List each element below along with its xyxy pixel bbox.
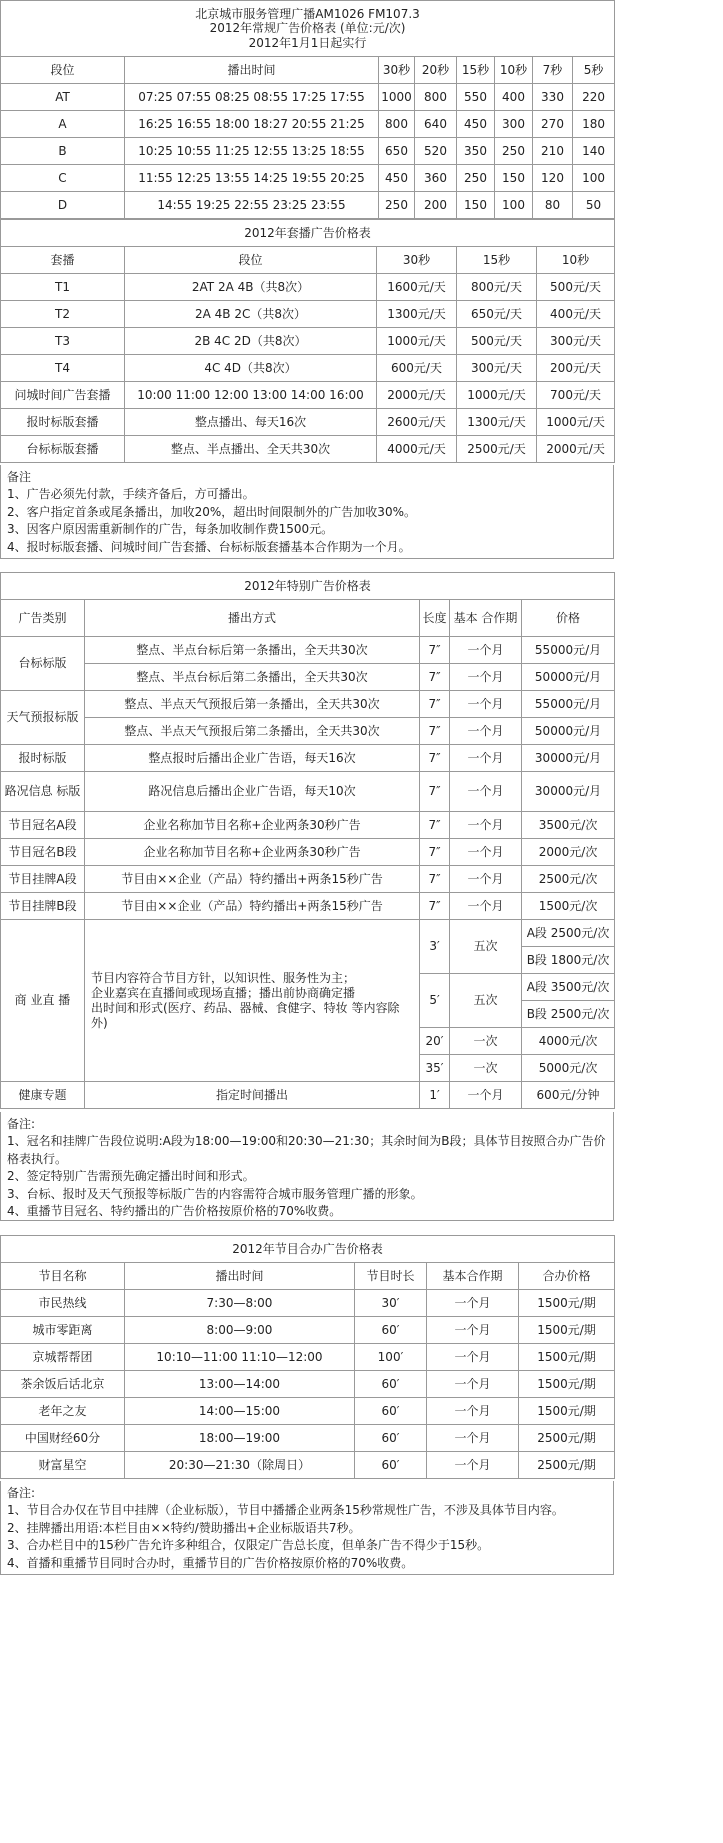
length-cell: 20′ [420,1028,450,1055]
table-cell: 财富星空 [1,1452,125,1479]
table-cell: 2600元/天 [377,409,457,436]
col-header: 节目名称 [1,1263,125,1290]
period-cell: 一个月 [450,839,522,866]
program-price-table [0,1235,615,1479]
col-header: 套播 [1,247,125,274]
package-rows [1,274,615,463]
table-cell: 13:00—14:00 [125,1371,355,1398]
category-cell: 节目冠名A段 [1,812,85,839]
table-cell: 640 [415,111,457,138]
col-header: 30秒 [377,247,457,274]
table-cell: 1000元/天 [377,328,457,355]
table-row [1,1290,615,1317]
col-header: 基本 合作期 [450,600,522,637]
table-row [1,745,615,772]
table-row [1,301,615,328]
table-row [1,839,615,866]
table-cell: 10:25 10:55 11:25 12:55 13:25 18:55 [125,138,379,165]
table-cell: C [1,165,125,192]
col-header: 20秒 [415,57,457,84]
table-cell: 250 [457,165,495,192]
table-row [1,718,615,745]
col-header: 30秒 [379,57,415,84]
table-cell: 200元/天 [537,355,615,382]
method-line: 企业嘉宾在直播间或现场直播；播出前协商确定播 [91,985,356,1000]
table-row [1,1344,615,1371]
length-cell: 7″ [420,866,450,893]
table-cell: 50 [573,192,615,219]
table-row [1,893,615,920]
special-notes [0,1112,614,1221]
table-row [1,772,615,812]
table-cell: 60′ [355,1371,427,1398]
col-header: 10秒 [495,57,533,84]
table-cell: 270 [533,111,573,138]
table-cell: 1000元/天 [537,409,615,436]
table-cell: 4C 4D（共8次） [125,355,377,382]
table-cell: 老年之友 [1,1398,125,1425]
length-cell: 7″ [420,812,450,839]
table-cell: 300元/天 [457,355,537,382]
special-title: 2012年特别广告价格表 [1,573,615,600]
table-cell: 60′ [355,1317,427,1344]
category-cell: 节目挂牌A段 [1,866,85,893]
table-cell: 800元/天 [457,274,537,301]
table-cell: 500元/天 [457,328,537,355]
table-cell: 10:10—11:00 11:10—12:00 [125,1344,355,1371]
length-cell: 7″ [420,839,450,866]
table-cell: 1500元/期 [519,1398,615,1425]
table-cell: 450 [379,165,415,192]
price-cell: A段 3500元/次 [522,974,615,1001]
table-cell: 1500元/期 [519,1344,615,1371]
category-cell: 节目挂牌B段 [1,893,85,920]
method-line: 出时间和形式(医疗、药品、器械、食健字、特妆 等内容除 [91,1000,400,1015]
table-cell: 30′ [355,1290,427,1317]
price-cell: 3500元/次 [522,812,615,839]
period-cell: 一个月 [450,718,522,745]
table-cell: 330 [533,84,573,111]
note-line: 2、签定特别广告需预先确定播出时间和形式。 [7,1169,255,1184]
table-cell: 150 [457,192,495,219]
table-cell: 07:25 07:55 08:25 08:55 17:25 17:55 [125,84,379,111]
table-cell: 1300元/天 [377,301,457,328]
table-cell: 800 [379,111,415,138]
method-cell: 整点、半点天气预报后第二条播出，全天共30次 [85,718,420,745]
method-cell: 整点、半点天气预报后第一条播出，全天共30次 [85,691,420,718]
table-cell: D [1,192,125,219]
table-cell: 16:25 16:55 18:00 18:27 20:55 21:25 [125,111,379,138]
category-cell: 报时标版 [1,745,85,772]
table-row [1,866,615,893]
price-cell: 4000元/次 [522,1028,615,1055]
table-row [1,111,615,138]
table-cell: 200 [415,192,457,219]
price-cell: 50000元/月 [522,664,615,691]
table-cell: 300 [495,111,533,138]
length-cell: 7″ [420,718,450,745]
price-cell: 50000元/月 [522,718,615,745]
table-row [1,1398,615,1425]
note-line: 3、台标、报时及天气预报等标版广告的内容需符合城市服务管理广播的形象。 [7,1186,423,1201]
method-line: 节目内容符合节目方针，以知识性、服务性为主； [91,970,356,985]
table-cell: 700元/天 [537,382,615,409]
table-row [1,84,615,111]
table-cell: 100 [573,165,615,192]
period-cell: 一个月 [450,1082,522,1109]
col-header: 播出时间 [125,57,379,84]
table-cell: T3 [1,328,125,355]
table-cell: 10:00 11:00 12:00 13:00 14:00 16:00 [125,382,377,409]
table-row [1,274,615,301]
table-cell: 一个月 [427,1344,519,1371]
col-header: 节目时长 [355,1263,427,1290]
category-cell: 节目冠名B段 [1,839,85,866]
period-cell: 一个月 [450,664,522,691]
price-cell: 2000元/次 [522,839,615,866]
table-cell: 300元/天 [537,328,615,355]
col-header: 播出方式 [85,600,420,637]
table-cell: 一个月 [427,1398,519,1425]
table-cell: 一个月 [427,1425,519,1452]
length-cell: 7″ [420,893,450,920]
table-cell: T2 [1,301,125,328]
table-row [1,382,615,409]
note-line: 1、广告必须先付款，手续齐备后，方可播出。 [7,487,255,502]
col-header: 段位 [125,247,377,274]
table-cell: 中国财经60分 [1,1425,125,1452]
col-header: 播出时间 [125,1263,355,1290]
program-title: 2012年节目合办广告价格表 [1,1236,615,1263]
regular-rows [1,84,615,219]
table-cell: 2500元/期 [519,1425,615,1452]
price-cell: 55000元/月 [522,637,615,664]
note-line: 备注 [7,470,32,484]
table-row [1,1425,615,1452]
table-cell: 1600元/天 [377,274,457,301]
table-cell: 550 [457,84,495,111]
table-cell: 100 [495,192,533,219]
table-cell: 1500元/期 [519,1290,615,1317]
period-cell: 五次 [450,920,522,974]
table-cell: 20:30—21:30（除周日） [125,1452,355,1479]
table-cell: 2AT 2A 4B（共8次） [125,274,377,301]
col-header: 5秒 [573,57,615,84]
table-row [1,920,615,947]
table-cell: 120 [533,165,573,192]
table-cell: 1000元/天 [457,382,537,409]
col-header: 15秒 [457,247,537,274]
table-cell: 整点、半点播出、全天共30次 [125,436,377,463]
table-row [1,637,615,664]
col-header: 广告类别 [1,600,85,637]
table-cell: 一个月 [427,1371,519,1398]
note-line: 备注: [7,1117,36,1131]
table-cell: B [1,138,125,165]
table-cell: 2B 4C 2D（共8次） [125,328,377,355]
table-cell: 80 [533,192,573,219]
period-cell: 一个月 [450,812,522,839]
category-cell: 商 业直 播 [1,920,85,1082]
method-cell: 节目由××企业（产品）特约播出+两条15秒广告 [85,866,420,893]
table-cell: 报时标版套播 [1,409,125,436]
note-line: 1、冠名和挂牌广告段位说明:A段为18:00—19:00和20:30—21:30；其余时间为B段；具体节目按照合办广告价 [7,1134,606,1149]
package-title: 2012年套播广告价格表 [1,220,615,247]
price-cell: B段 1800元/次 [522,947,615,974]
table-cell: 1500元/期 [519,1317,615,1344]
period-cell: 一个月 [450,893,522,920]
special-price-table [0,572,615,1109]
price-cell: B段 2500元/次 [522,1001,615,1028]
table-row [1,664,615,691]
table-cell: 180 [573,111,615,138]
table-cell: 18:00—19:00 [125,1425,355,1452]
table-cell: 60′ [355,1425,427,1452]
table-cell: T1 [1,274,125,301]
price-cell: A段 2500元/次 [522,920,615,947]
price-cell: 55000元/月 [522,691,615,718]
table-row [1,328,615,355]
length-cell: 7″ [420,691,450,718]
category-cell: 台标标版 [1,637,85,691]
note-line: 3、合办栏目中的15秒广告允许多种组合，仅限定广告总长度，但单条广告不得少于15秒。 [7,1538,490,1553]
length-cell: 35′ [420,1055,450,1082]
table-row [1,812,615,839]
table-cell: 一个月 [427,1290,519,1317]
table-row [1,138,615,165]
special-header-row [1,600,615,637]
table-cell: 60′ [355,1452,427,1479]
table-cell: 2A 4B 2C（共8次） [125,301,377,328]
col-header: 价格 [522,600,615,637]
program-header-row [1,1263,615,1290]
table-cell: 问城时间广告套播 [1,382,125,409]
price-cell: 600元/分钟 [522,1082,615,1109]
note-line: 3、因客户原因需重新制作的广告，每条加收制作费1500元。 [7,522,334,537]
table-row [1,165,615,192]
table-cell: 400 [495,84,533,111]
method-cell: 节目由××企业（产品）特约播出+两条15秒广告 [85,893,420,920]
table-row [1,355,615,382]
method-cell: 企业名称加节目名称+企业两条30秒广告 [85,812,420,839]
period-cell: 一个月 [450,772,522,812]
table-cell: 250 [495,138,533,165]
length-cell: 7″ [420,772,450,812]
table-cell: 茶余饭后话北京 [1,1371,125,1398]
table-cell: 11:55 12:25 13:55 14:25 19:55 20:25 [125,165,379,192]
table-cell: 2000元/天 [377,382,457,409]
method-cell: 企业名称加节目名称+企业两条30秒广告 [85,839,420,866]
col-header: 长度 [420,600,450,637]
price-cell: 5000元/次 [522,1055,615,1082]
period-cell: 一次 [450,1055,522,1082]
table-cell: 250 [379,192,415,219]
table-cell: 150 [495,165,533,192]
category-cell: 天气预报标版 [1,691,85,745]
col-header: 10秒 [537,247,615,274]
table-cell: 500元/天 [537,274,615,301]
note-line: 2、挂牌播出用语:本栏目由××特约/赞助播出+企业标版语共7秒。 [7,1520,361,1535]
col-header: 段位 [1,57,125,84]
table-cell: 450 [457,111,495,138]
table-cell: 650 [379,138,415,165]
table-cell: 520 [415,138,457,165]
table-cell: 7:30—8:00 [125,1290,355,1317]
table-cell: 360 [415,165,457,192]
length-cell: 7″ [420,637,450,664]
note-line: 1、节目合办仅在节目中挂牌（企业标版），节目中播播企业两条15秒常规性广告，不涉及具体节目内容。 [7,1503,564,1518]
table-row [1,1371,615,1398]
price-cell: 1500元/次 [522,893,615,920]
col-header: 合办价格 [519,1263,615,1290]
table-cell: 一个月 [427,1317,519,1344]
price-cell: 30000元/月 [522,772,615,812]
regular-header-row [1,57,615,84]
table-cell: 220 [573,84,615,111]
table-cell: 2500元/期 [519,1452,615,1479]
table-cell: 100′ [355,1344,427,1371]
length-cell: 1′ [420,1082,450,1109]
table-cell: 800 [415,84,457,111]
method-cell: 整点报时后播出企业广告语，每天16次 [85,745,420,772]
table-cell: A [1,111,125,138]
period-cell: 一个月 [450,745,522,772]
table-cell: 2500元/天 [457,436,537,463]
table-cell: 4000元/天 [377,436,457,463]
table-cell: 1500元/期 [519,1371,615,1398]
table-row [1,1082,615,1109]
table-cell: 1000 [379,84,415,111]
category-cell: 路况信息 标版 [1,772,85,812]
table-cell: 140 [573,138,615,165]
length-cell: 7″ [420,664,450,691]
period-cell: 一个月 [450,866,522,893]
table-cell: 600元/天 [377,355,457,382]
method-cell: 整点、半点台标后第二条播出，全天共30次 [85,664,420,691]
table-cell: 台标标版套播 [1,436,125,463]
period-cell: 五次 [450,974,522,1028]
package-price-table [0,219,615,463]
table-row [1,409,615,436]
table-row [1,691,615,718]
length-cell: 5′ [420,974,450,1028]
col-header: 15秒 [457,57,495,84]
table-cell: 14:55 19:25 22:55 23:25 23:55 [125,192,379,219]
table-cell: 整点播出、每天16次 [125,409,377,436]
length-cell: 3′ [420,920,450,974]
regular-price-table [0,0,615,219]
table-row [1,1452,615,1479]
table-cell: 14:00—15:00 [125,1398,355,1425]
regular-title: 北京城市服务管理广播AM1026 FM107.3 2012年常规广告价格表 (单位:元/次) 2012年1月1日起实行 [1,1,615,57]
table-cell: 1300元/天 [457,409,537,436]
price-cell: 30000元/月 [522,745,615,772]
note-line: 4、首播和重播节目同时合办时，重播节目的广告价格按原价格的70%收费。 [7,1555,414,1570]
note-line: 4、重播节目冠名、特约播出的广告价格按原价格的70%收费。 [7,1203,342,1218]
method-cell: 整点、半点台标后第一条播出，全天共30次 [85,637,420,664]
category-cell: 健康专题 [1,1082,85,1109]
table-cell: 210 [533,138,573,165]
col-header: 7秒 [533,57,573,84]
table-cell: AT [1,84,125,111]
table-cell: 350 [457,138,495,165]
method-cell: 指定时间播出 [85,1082,420,1109]
table-row [1,1317,615,1344]
method-line: 外) [91,1015,108,1030]
table-cell: 650元/天 [457,301,537,328]
length-cell: 7″ [420,745,450,772]
price-cell: 2500元/次 [522,866,615,893]
package-header-row [1,247,615,274]
package-notes [0,465,614,559]
table-cell: 一个月 [427,1452,519,1479]
period-cell: 一个月 [450,637,522,664]
table-cell: 市民热线 [1,1290,125,1317]
program-notes [0,1481,614,1575]
table-cell: T4 [1,355,125,382]
table-cell: 2000元/天 [537,436,615,463]
note-line: 2、客户指定首条或尾条播出，加收20%，超出时间限制外的广告加收30%。 [7,504,416,519]
program-rows [1,1290,615,1479]
table-row [1,192,615,219]
period-cell: 一次 [450,1028,522,1055]
method-cell: 路况信息后播出企业广告语，每天10次 [85,772,420,812]
table-row [1,436,615,463]
table-cell: 京城帮帮团 [1,1344,125,1371]
note-line: 4、报时标版套播、问城时间广告套播、台标标版套播基本合作期为一个月。 [7,539,411,554]
table-cell: 60′ [355,1398,427,1425]
period-cell: 一个月 [450,691,522,718]
note-line: 备注: [7,1486,36,1500]
table-cell: 城市零距离 [1,1317,125,1344]
table-cell: 400元/天 [537,301,615,328]
col-header: 基本合作期 [427,1263,519,1290]
live-method-cell [85,920,420,1082]
note-line: 格表执行。 [7,1151,68,1166]
table-cell: 8:00—9:00 [125,1317,355,1344]
